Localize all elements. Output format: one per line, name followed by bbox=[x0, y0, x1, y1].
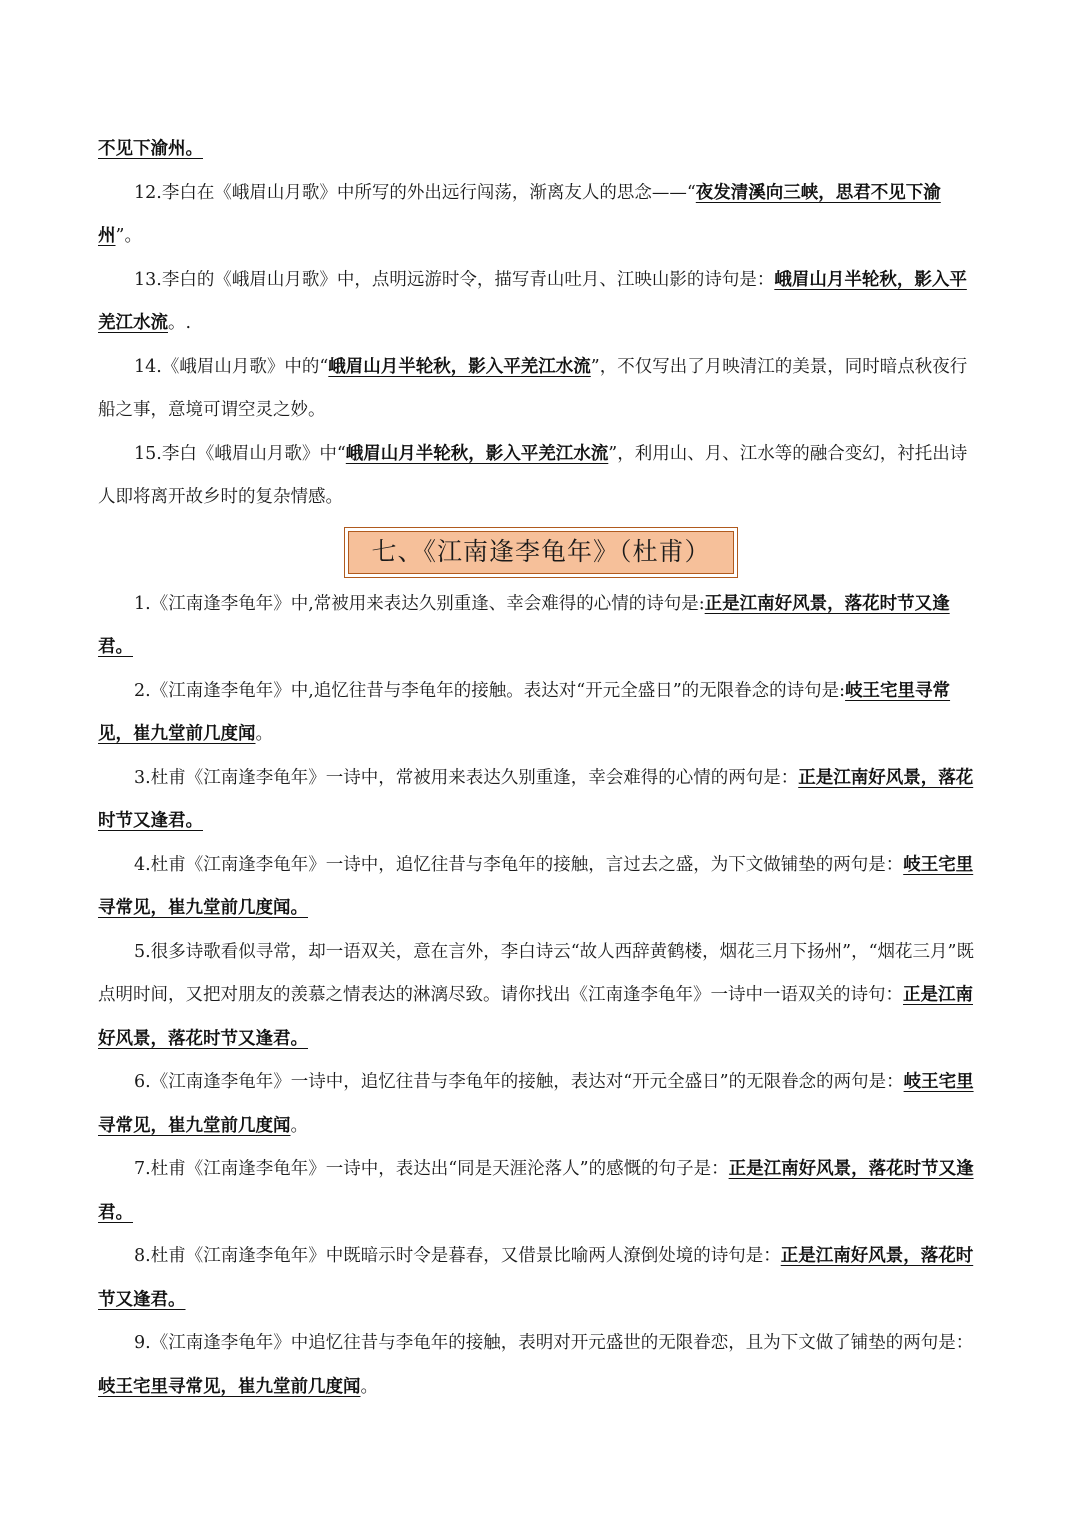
answer-text: 峨眉山月半轮秋，影入平羌江水流 bbox=[98, 269, 967, 333]
answer-text: 峨眉山月半轮秋，影入平羌江水流 bbox=[345, 443, 609, 464]
question-9: 9.《江南逢李龟年》中追忆往昔与李龟年的接触，表明对开元盛世的无限眷恋，且为下文做了铺垫的两句是：岐王宅里寻常见，崔九堂前几度闻。 bbox=[98, 1333, 974, 1397]
section-title-wrapper bbox=[98, 527, 984, 578]
question-2: 2.《江南逢李龟年》中,追忆往昔与李龟年的接触。表达对“开元全盛日”的无限眷念的诗句是:岐王宅里寻常见，崔九堂前几度闻。 bbox=[98, 680, 951, 744]
answer-text: 岐王宅里寻常见，崔九堂前几度闻 bbox=[98, 1376, 361, 1397]
answer-text: 正是江南好风景，落花时节又逢君。 bbox=[98, 593, 950, 657]
answer-text: 正是江南好风景，落花时节又逢君。 bbox=[98, 985, 973, 1049]
answer-text: 夜发清溪向三峡，思君不见下渝州 bbox=[98, 182, 941, 246]
question-4: 4.杜甫《江南逢李龟年》一诗中，追忆往昔与李龟年的接触，言过去之盛，为下文做铺垫的两句是：岐王宅里寻常见，崔九堂前几度闻。 bbox=[98, 854, 974, 918]
answer-text: 岐王宅里寻常见，崔九堂前几度闻。 bbox=[98, 854, 974, 918]
continued-answer bbox=[98, 128, 984, 172]
section-title-box bbox=[344, 527, 737, 578]
document-page bbox=[98, 128, 984, 1409]
question-13: 13.李白的《峨眉山月歌》中，点明远游时令，描写青山吐月、江映山影的诗句是：峨眉山月半轮秋，影入平羌江水流。. bbox=[98, 269, 967, 333]
section-title: 七、《江南逢李龟年》（杜甫） bbox=[348, 531, 733, 574]
answer-text: 不见下渝州。 bbox=[98, 139, 203, 159]
question-6: 6.《江南逢李龟年》一诗中，追忆往昔与李龟年的接触，表达对“开元全盛日”的无限眷念的两句是：岐王宅里寻常见，崔九堂前几度闻。 bbox=[98, 1072, 974, 1136]
answer-text: 岐王宅里寻常见，崔九堂前几度闻 bbox=[98, 680, 951, 744]
answer-text: 正是江南好风景，落花时节又逢君。 bbox=[98, 1246, 974, 1310]
question-3: 3.杜甫《江南逢李龟年》一诗中，常被用来表达久别重逢，幸会难得的心情的两句是：正是江南好风景，落花时节又逢君。 bbox=[98, 767, 974, 831]
answer-text: 岐王宅里寻常见，崔九堂前几度闻 bbox=[98, 1072, 974, 1136]
answer-text: 正是江南好风景，落花时节又逢君。 bbox=[98, 1159, 974, 1223]
question-12: 12.李白在《峨眉山月歌》中所写的外出远行闯荡，渐离友人的思念——“夜发清溪向三峡，思君不见下渝州”。 bbox=[98, 182, 941, 246]
question-7: 7.杜甫《江南逢李龟年》一诗中，表达出“同是天涯沦落人”的感慨的句子是：正是江南好风景，落花时节又逢君。 bbox=[98, 1159, 974, 1223]
answer-text: 正是江南好风景，落花时节又逢君。 bbox=[98, 767, 974, 831]
question-15: 15.李白《峨眉山月歌》中“峨眉山月半轮秋，影入平羌江水流”，利用山、月、江水等的融合变幻，衬托出诗人即将离开故乡时的复杂情感。 bbox=[98, 443, 968, 507]
question-8: 8.杜甫《江南逢李龟年》中既暗示时令是暮春，又借景比喻两人潦倒处境的诗句是：正是江南好风景，落花时节又逢君。 bbox=[98, 1246, 974, 1310]
question-5: 5.很多诗歌看似寻常，却一语双关，意在言外，李白诗云“故人西辞黄鹤楼，烟花三月下扬州”，“烟花三月”既点明时间，又把对朋友的羡慕之情表达的淋漓尽致。请你找出《江南逢李龟年》一诗中一语双关的诗句：正是江南好风景，落花时节又逢君。 bbox=[98, 941, 974, 1049]
question-14: 14.《峨眉山月歌》中的“峨眉山月半轮秋，影入平羌江水流”，不仅写出了月映清江的美景，同时暗点秋夜行船之事，意境可谓空灵之妙。 bbox=[98, 356, 968, 420]
question-1: 1.《江南逢李龟年》中,常被用来表达久别重逢、幸会难得的心情的诗句是:正是江南好风景，落花时节又逢君。 bbox=[98, 593, 950, 657]
answer-text: 峨眉山月半轮秋，影入平羌江水流 bbox=[328, 356, 591, 377]
